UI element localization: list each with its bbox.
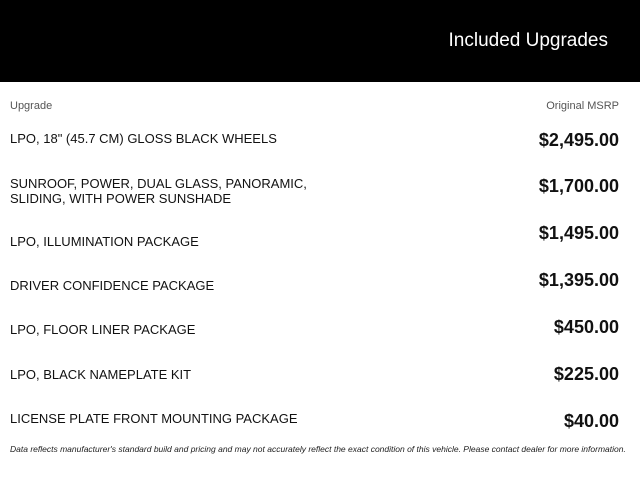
- column-header-msrp: Original MSRP: [546, 100, 619, 112]
- upgrade-price: $1,495.00: [538, 223, 619, 243]
- upgrade-name: LPO, ILLUMINATION PACKAGE: [10, 234, 199, 249]
- upgrade-name: LICENSE PLATE FRONT MOUNTING PACKAGE: [10, 411, 298, 426]
- upgrade-price: $225.00: [553, 364, 619, 384]
- upgrade-name: LPO, BLACK NAMEPLATE KIT: [10, 367, 192, 382]
- upgrade-price: $1,700.00: [538, 176, 619, 196]
- header-bar: [0, 0, 640, 82]
- upgrade-name: LPO, FLOOR LINER PACKAGE: [10, 322, 196, 337]
- upgrade-name: DRIVER CONFIDENCE PACKAGE: [10, 278, 215, 293]
- column-header-upgrade: Upgrade: [10, 100, 53, 112]
- upgrade-price: $2,495.00: [538, 130, 619, 150]
- upgrade-name: SUNROOF, POWER, DUAL GLASS, PANORAMIC, SLIDING, WITH POWER SUNSHADE: [10, 176, 307, 206]
- upgrade-name: LPO, 18" (45.7 CM) GLOSS BLACK WHEELS: [10, 131, 277, 146]
- upgrade-price: $1,395.00: [538, 270, 619, 290]
- upgrade-price: $450.00: [553, 317, 619, 337]
- page-title: Included Upgrades: [448, 30, 608, 51]
- disclaimer-text: Data reflects manufacturer's standard build and pricing and may not accurately reflect the exact condition of this vehicle. Please contact dealer for more information.: [10, 444, 626, 454]
- upgrade-price: $40.00: [563, 411, 619, 431]
